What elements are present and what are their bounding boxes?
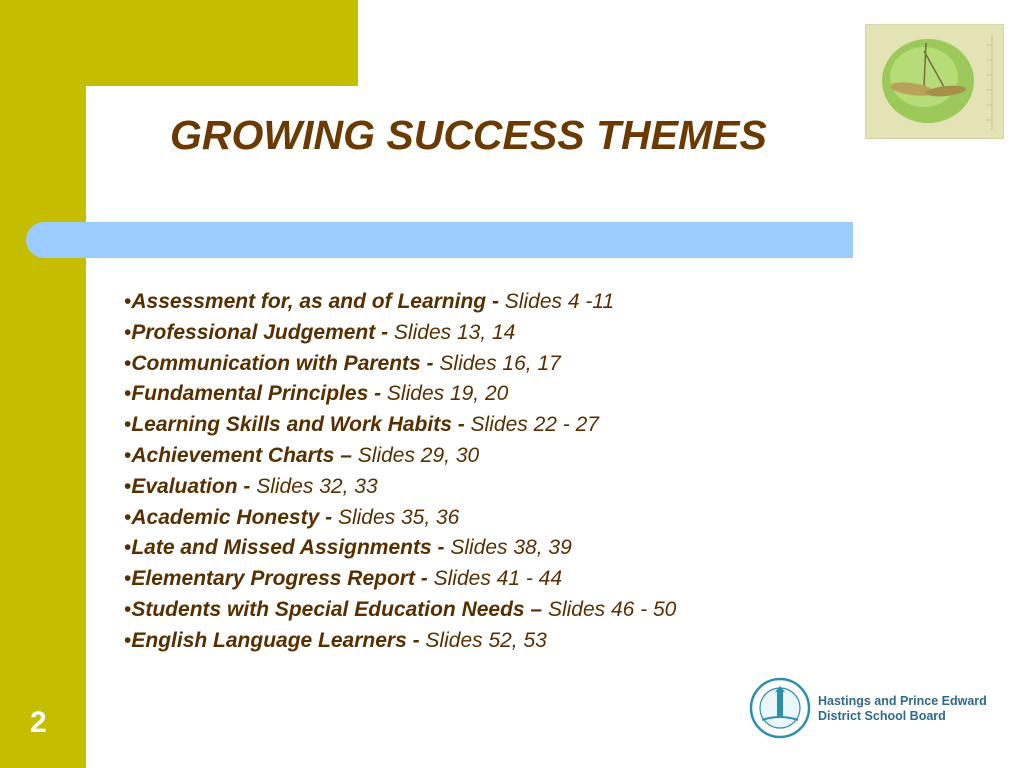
slides-ref: Slides 38, 39 — [450, 536, 572, 560]
topic-label: Students with Special Education Needs – — [131, 597, 548, 621]
slides-ref: Slides 52, 53 — [425, 628, 547, 652]
slide-title: GROWING SUCCESS THEMES — [170, 112, 767, 158]
slides-ref: Slides 35, 36 — [337, 505, 460, 529]
slides-ref: Slides 29, 30 — [357, 443, 480, 467]
rounded-corner — [86, 86, 146, 146]
topic-label: Elementary Progress Report - — [131, 567, 434, 591]
topic-label: Fundamental Principles - — [131, 382, 387, 406]
slides-ref: Slides 41 - 44 — [433, 567, 563, 591]
topic-label: Learning Skills and Work Habits - — [131, 413, 471, 437]
list-item — [124, 503, 676, 534]
list-item — [124, 410, 676, 441]
topic-label: English Language Learners - — [131, 628, 426, 652]
themes-list — [124, 287, 676, 657]
topic-label: Academic Honesty - — [131, 505, 338, 529]
list-item — [124, 287, 676, 318]
list-item — [124, 318, 676, 349]
accent-bar — [26, 222, 853, 258]
bullet: • — [124, 597, 132, 621]
bullet: • — [124, 290, 132, 313]
slides-ref: Slides 19, 20 — [386, 382, 509, 406]
logo-line-2: District School Board — [818, 709, 946, 723]
slides-ref: Slides 16, 17 — [439, 351, 561, 375]
topic-label: Late and Missed Assignments - — [131, 536, 451, 560]
list-item — [124, 441, 676, 472]
seal-icon — [748, 676, 812, 740]
bullet: • — [124, 351, 132, 375]
topic-label: Communication with Parents - — [131, 351, 440, 375]
slides-ref: Slides 4 -11 — [504, 290, 615, 313]
slides-ref: Slides 46 - 50 — [547, 597, 677, 621]
topic-label: Evaluation - — [131, 474, 257, 498]
bullet: • — [124, 474, 132, 498]
list-item — [124, 595, 676, 626]
list-item — [124, 472, 676, 503]
olive-top-band — [0, 0, 358, 86]
bullet: • — [124, 505, 132, 529]
list-item — [124, 564, 676, 595]
seed-photo-icon — [866, 25, 1003, 138]
olive-left-band — [0, 0, 86, 768]
logo-text — [818, 694, 987, 724]
topic-label: Achievement Charts – — [131, 443, 358, 467]
logo-line-1: Hastings and Prince Edward — [818, 694, 987, 708]
list-item — [124, 379, 676, 410]
list-item — [124, 349, 676, 380]
page-number: 2 — [30, 706, 47, 739]
list-item — [124, 626, 676, 657]
bullet: • — [124, 536, 132, 560]
slides-ref: Slides 13, 14 — [393, 320, 516, 344]
seed-photo-image — [865, 24, 1004, 139]
list-item — [124, 533, 676, 564]
topic-label: Assessment for, as and of Learning - — [131, 290, 505, 313]
bullet: • — [124, 628, 132, 652]
bullet: • — [124, 320, 132, 344]
slides-ref: Slides 22 - 27 — [470, 413, 599, 437]
bullet: • — [124, 413, 132, 437]
topic-label: Professional Judgement - — [131, 320, 394, 344]
bullet: • — [124, 443, 132, 467]
bullet: • — [124, 567, 132, 591]
bullet: • — [124, 382, 132, 406]
slides-ref: Slides 32, 33 — [256, 474, 378, 498]
